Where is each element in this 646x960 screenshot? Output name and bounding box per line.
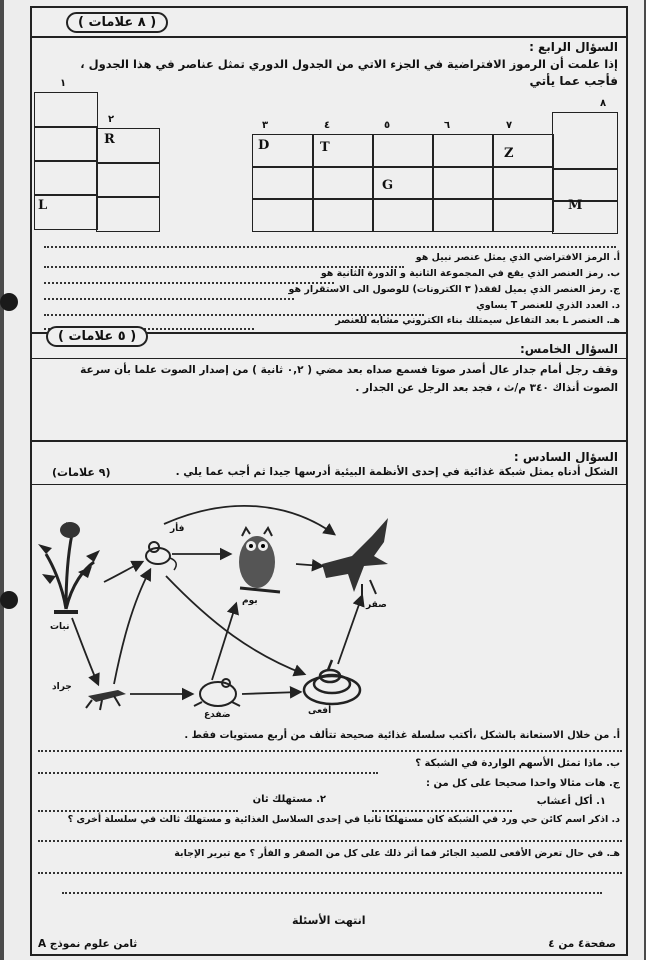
arrow [72,618,98,684]
punch-hole [0,293,18,311]
hawk-icon [322,518,388,598]
q6-question-c2: ٢. مستهلك ثان [252,794,326,805]
arrow [338,596,362,664]
element-symbol: L [38,198,48,213]
element-symbol: D [258,138,270,153]
snake-icon [304,660,360,704]
q4-title: السؤال الرابع : [529,40,618,54]
mouse-icon [146,542,176,570]
answer-line [44,246,616,248]
q6-intro: الشكل أدناه يمثل شبكة غذائية في إحدى الأنظمة البيئية أدرسها جيدا ثم أجب عما يلي . [175,466,618,478]
arrow [104,562,142,582]
table-cell [552,168,618,202]
organism-label-hawk: صقر [366,600,387,610]
section-divider [32,358,626,359]
organism-label-snake: أفعى [308,706,332,716]
answer-line [62,892,602,894]
q6-marks: (٩ علامات) [52,466,111,479]
table-cell [252,166,314,200]
table-cell [492,166,554,200]
answer-line [44,298,294,300]
table-cell [312,198,374,232]
element-symbol: G [382,178,394,193]
punch-hole [0,591,18,609]
arrow [166,576,304,674]
plant-icon [38,522,100,612]
q4-instruction: فأجب عما يأتي [529,74,618,88]
q5-text-line2: الصوت أنذاك ٣٤٠ م/ث ، فجد بعد الرجل عن الجدار . [355,382,618,394]
group-number: ١ [60,78,67,89]
arrow [296,564,322,566]
table-cell [492,198,554,232]
q6-question-c: ج. هات مثالا واحدا صحيحا على كل من : [426,778,620,789]
element-symbol: R [104,132,115,147]
table-cell [34,160,98,196]
table-cell [96,162,160,198]
exam-sheet [30,6,628,956]
table-cell [552,112,618,170]
group-number: ٨ [600,98,607,109]
q6-title: السؤال السادس : [513,450,618,464]
q5-marks-badge: ( ٥ علامات ) [46,326,148,347]
group-number: ٧ [506,120,513,131]
table-cell [252,198,314,232]
organism-label-grasshopper: جراد [52,682,72,692]
grasshopper-icon [86,690,126,710]
table-cell [34,126,98,162]
q5-text-line1: وقف رجل أمام جدار عال أصدر صوتا فسمع صداه بعد مضي ( ٠,٢ ثانية ) من إصدار الصوت علما بأن سرعة [80,364,618,376]
organism-label-owl: بوم [242,596,258,606]
q6-question-a: أ. من خلال الاستعانة بالشكل ،أكتب سلسلة غذائية صحيحة تتألف من أربع مستويات فقط . [184,730,620,741]
table-cell [96,196,160,232]
answer-line [38,772,378,774]
exam-model: ثامن علوم نموذج A [38,938,138,950]
q4-question-e: هـ. العنصر L بعد التفاعل سيمتلك بناء الكتروني مشابه للعنصر [335,315,620,326]
frog-icon [194,679,240,706]
q4-question-d: د. العدد الذري للعنصر T يساوي [476,300,620,311]
group-number: ٤ [324,120,331,131]
q4-question-b: ب. رمز العنصر الذي يقع في المجموعة الثانية و الدورة الثانية هو [320,268,620,279]
arrow [212,604,236,680]
food-web-arrows [72,506,362,694]
answer-line [38,810,238,812]
food-web-diagram [32,484,626,724]
answer-line [372,810,512,812]
q4-intro: إذا علمت أن الرموز الافتراضية في الجزء الاتي من الجدول الدوري تمثل عناصر في هذا الجدول ، [80,57,618,71]
organism-label-frog: ضفدع [204,710,231,720]
table-cell [552,200,618,234]
element-symbol: Z [504,146,514,161]
food-web-svg [32,484,626,724]
table-cell [432,198,494,232]
q4-question-a: أ. الرمز الافتراضي الذي يمثل عنصر نبيل هو [415,252,620,263]
arrow [114,570,150,684]
table-cell [34,92,98,128]
element-symbol: T [320,140,330,155]
answer-line [38,750,622,752]
q6-question-c1: ١. أكل أعشاب [536,796,606,807]
answer-line [38,840,622,842]
section-divider [32,36,626,38]
q4-marks-badge: ( ٨ علامات ) [66,12,168,33]
q6-question-e: هـ. في حال تعرض الأفعى للصيد الجائر فما أثر ذلك على كل من الصقر و الفأر ؟ مع تبرير الإجابة [174,848,620,859]
q6-question-b: ب. ماذا تمثل الأسهم الواردة في الشبكة ؟ [415,758,620,769]
group-number: ٢ [108,114,115,125]
table-cell [432,166,494,200]
q4-question-c: ج. رمز العنصر الذي يميل لفقد( ٣ الكترونات) للوصول الى الاستقرار هو [288,284,620,295]
q6-question-d: د. اذكر اسم كائن حي ورد في الشبكة كان مستهلكا ثانيا في إحدى السلاسل الغذائية و مستهلك ثالث في سلسلة أخرى ؟ [67,814,620,825]
group-number: ٥ [384,120,391,131]
table-cell [432,134,494,168]
answer-line [38,872,622,874]
table-cell [372,198,434,232]
owl-icon [239,528,280,592]
table-cell [372,134,434,168]
section-divider [32,440,626,442]
table-cell [312,166,374,200]
arrow [164,506,334,534]
group-number: ٦ [444,120,451,131]
organism-label-plants: نبات [50,622,70,632]
element-symbol: M [568,198,583,213]
end-of-questions: انتهت الأسئلة [292,914,366,927]
group-number: ٣ [262,120,269,131]
table-cell [492,134,554,168]
arrow [242,692,300,694]
organism-label-mouse: فأر [170,524,185,534]
q5-title: السؤال الخامس: [519,342,618,356]
page-number: صفحة٤ من ٤ [548,938,616,950]
